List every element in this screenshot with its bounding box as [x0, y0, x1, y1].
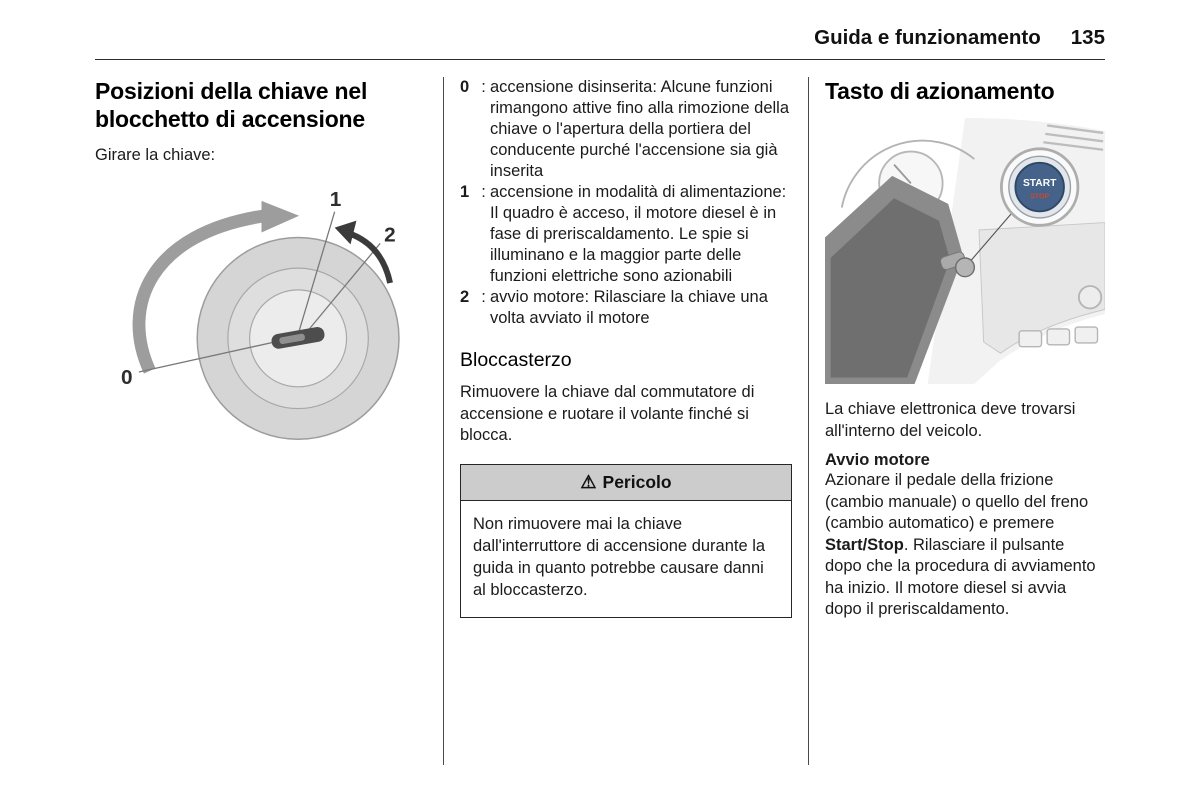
left-column: [95, 77, 427, 765]
return-arrow-arrowhead: [335, 221, 357, 245]
dashboard-illustration: [825, 117, 1105, 385]
stop-label: STOP: [1030, 193, 1050, 201]
column-knob: [956, 258, 975, 277]
start-label: START: [1022, 178, 1057, 190]
bloccasterzo-paragraph: Rimuovere la chiave dal commutatore di accensione e ruotare il volante finché si blocca.: [460, 383, 755, 444]
subsection-title-bloccasterzo: Bloccasterzo: [460, 349, 572, 371]
section-title-start-button: Tasto di azionamento: [825, 78, 1055, 104]
position-separator: :: [481, 288, 486, 306]
danger-box: [460, 464, 792, 618]
rotation-arc-arrowhead: [261, 201, 299, 233]
column-divider: [808, 77, 809, 765]
running-header: [95, 26, 1105, 60]
position-item-1: [460, 182, 792, 287]
position-key: 2: [460, 288, 470, 306]
ignition-cylinder-illustration: [95, 188, 427, 460]
engine-start-subheading: Avvio motore: [825, 451, 930, 469]
position-text: avvio motore: Rilasciare la chiave una volta avviato il motore: [490, 288, 768, 327]
middle-column: [460, 77, 792, 765]
position-separator: :: [481, 183, 486, 201]
column-divider: [443, 77, 444, 765]
content-columns: [95, 77, 1105, 765]
page-number: 135: [1070, 26, 1105, 49]
danger-box-header: [461, 465, 791, 501]
position-item-0: [460, 77, 792, 182]
rotary-knob: [1079, 286, 1101, 308]
danger-text: Non rimuovere mai la chiave dall'interruttore di accensione durante la guida in quanto potrebbe causare danni al bloccasterzo.: [473, 514, 766, 599]
position-text: accensione disinserita: Alcune funzioni rimangono attive fino alla rimozione della chiave o l'apertura della portiera del conducente purché l'accensione sia già inserita: [490, 78, 789, 180]
start-stop-button: [1001, 149, 1078, 226]
right-column: [825, 77, 1105, 765]
position-item-2: [460, 287, 792, 329]
electronic-key-paragraph: La chiave elettronica deve trovarsi all'interno del veicolo.: [825, 400, 1076, 440]
figure-label-0: 0: [121, 365, 133, 389]
engine-start-paragraph: Azionare il pedale della frizione (cambio manuale) o quello del freno (cambio automatico) e premere Start/Stop. Rilasciare il pulsante dopo che la procedura di avviamento ha inizio. Il motore diesel si avvia dopo il preriscaldamento.: [825, 471, 1096, 618]
figure-label-1: 1: [329, 188, 342, 211]
ignition-key-figure: [95, 188, 427, 460]
position-key: 0: [460, 78, 470, 96]
warning-icon: ⚠: [580, 472, 597, 492]
position-text: accensione in modalità di alimentazione: Il quadro è acceso, il motore diesel è in fase di preriscaldamento. Le spie si illuminano e la maggior parte delle funzioni elettriche sono azionabili: [490, 183, 787, 285]
danger-title: Pericolo: [602, 471, 672, 492]
start-button-figure: [825, 117, 1105, 385]
position-separator: :: [481, 78, 486, 96]
chapter-title: Guida e funzionamento: [814, 26, 1041, 49]
figure-label-2: 2: [384, 223, 396, 247]
section-title-key-positions: Posizioni della chiave nel blocchetto di accensione: [95, 78, 368, 132]
position-key: 1: [460, 183, 470, 201]
intro-text: Girare la chiave:: [95, 146, 216, 164]
header-rule: [95, 59, 1105, 60]
